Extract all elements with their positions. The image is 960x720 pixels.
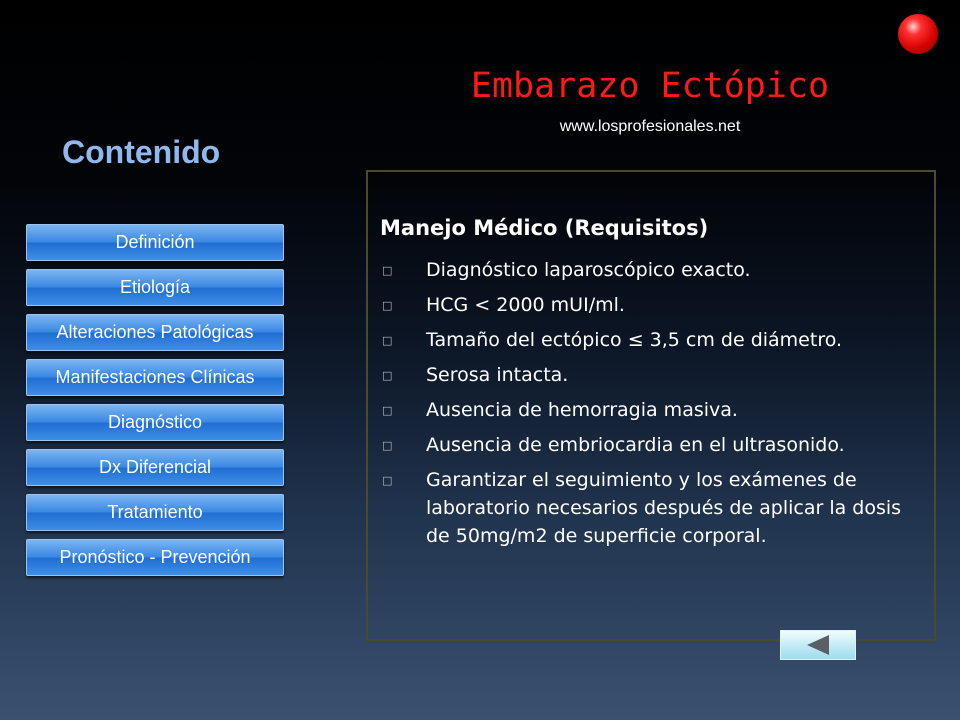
list-item: □ HCG < 2000 mUI/ml. [380,291,928,320]
requirements-list [380,256,928,556]
content-panel [366,170,936,641]
list-item: □ Ausencia de embriocardia en el ultrasonido. [380,431,928,460]
website-url: www.losprofesionales.net [559,118,741,135]
nav-button-manifestaciones-clinicas[interactable]: Manifestaciones Clínicas [26,359,284,396]
hollow-square-bullet-icon: □ [382,439,393,452]
list-item: □ Tamaño del ectópico ≤ 3,5 cm de diámetro. [380,326,928,355]
nav-button-etiologia[interactable]: Etiología [26,269,284,306]
hollow-square-bullet-icon: □ [382,334,393,347]
sidebar-heading: Contenido [62,134,221,170]
page-title: Embarazo Ectópico [470,66,830,106]
nav-button-dx-diferencial[interactable]: Dx Diferencial [26,449,284,486]
list-item: □ Diagnóstico laparoscópico exacto. [380,256,928,285]
close-button-red-circle-icon[interactable] [898,14,938,54]
list-item: □ Garantizar el seguimiento y los exámenes de laboratorio necesarios después de aplicar la dosis de 50mg/m2 de superficie corporal. [380,466,928,550]
nav-button-tratamiento[interactable]: Tratamiento [26,494,284,531]
hollow-square-bullet-icon: □ [382,299,393,312]
nav-button-pronostico-prevencion[interactable]: Pronóstico - Prevención [26,539,284,576]
back-button[interactable] [780,630,856,660]
hollow-square-bullet-icon: □ [382,264,393,277]
list-item: □ Serosa intacta. [380,361,928,390]
hollow-square-bullet-icon: □ [382,404,393,417]
hollow-square-bullet-icon: □ [382,474,393,487]
triangle-left-icon [805,634,831,656]
section-heading: Manejo Médico (Requisitos) [380,216,709,240]
nav-button-diagnostico[interactable]: Diagnóstico [26,404,284,441]
nav-button-alteraciones-patologicas[interactable]: Alteraciones Patológicas [26,314,284,351]
list-item: □ Ausencia de hemorragia masiva. [380,396,928,425]
nav-button-definicion[interactable]: Definición [26,224,284,261]
hollow-square-bullet-icon: □ [382,369,393,382]
